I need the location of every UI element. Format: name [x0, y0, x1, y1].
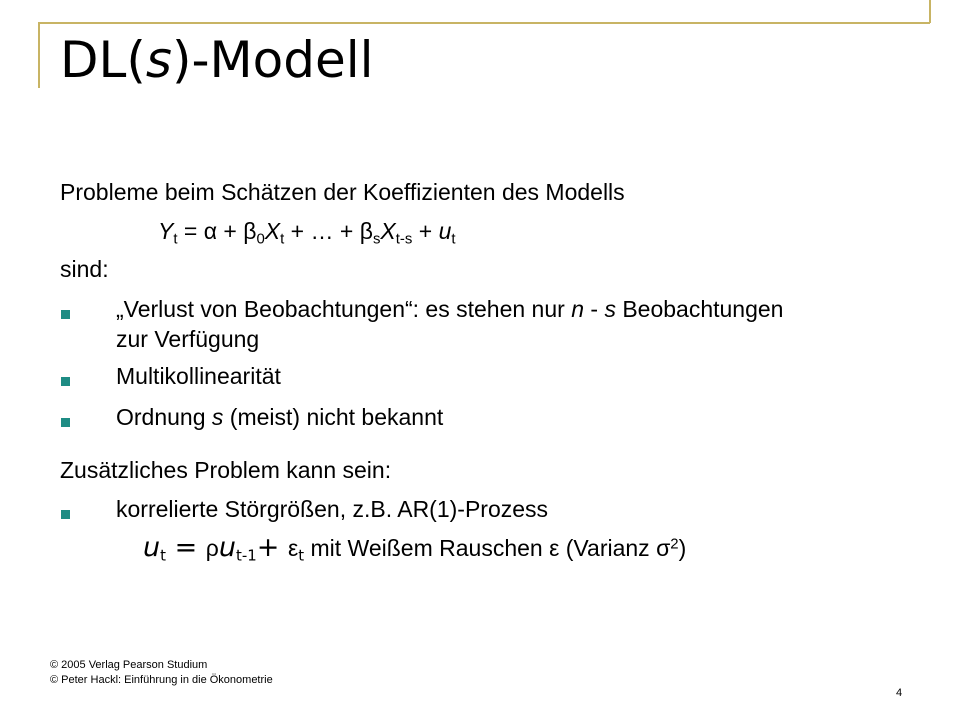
footer-publisher: © 2005 Verlag Pearson Studium [50, 659, 208, 671]
extra-problem-text: Zusätzliches Problem kann sein: [60, 457, 392, 483]
bullet-order-unknown: Ordnung s (meist) nicht bekannt [116, 404, 444, 430]
bullet-marker [61, 418, 70, 427]
bullet-marker [61, 377, 70, 386]
bullet-marker [61, 310, 70, 319]
sind-text: sind: [60, 256, 109, 282]
footer-author: © Peter Hackl: Einführung in die Ökonometrie [50, 674, 273, 686]
bullet-correlated-errors: korrelierte Störgrößen, z.B. AR(1)-Prozess [116, 496, 549, 522]
ar1-equation: $u_t = \rho u_{t-1}+ \varepsilon_t$ mit Weißem Rauschen ε (Varianz $\sigma^2$) [143, 532, 687, 565]
intro-text: Probleme beim Schätzen der Koeffizienten des Modells [60, 179, 625, 205]
bullet-multicollinearity: Multikollinearität [116, 363, 281, 389]
frame-right-line [929, 0, 931, 23]
page-number: 4 [896, 687, 903, 699]
bullet-marker [61, 510, 70, 519]
bullet-loss-observations-line2: zur Verfügung [116, 326, 260, 352]
frame-top-line [38, 22, 930, 24]
slide-title: DL(s)-Modell [60, 31, 374, 89]
frame-left-line [38, 22, 40, 88]
bullet-loss-observations: „Verlust von Beobachtungen“: es stehen nur n - s Beobachtungen [116, 296, 784, 322]
model-equation: $Y_t = \alpha + \beta_0X_t$ + … + $\beta_sX_{t-s} + u_t$ [158, 218, 456, 248]
